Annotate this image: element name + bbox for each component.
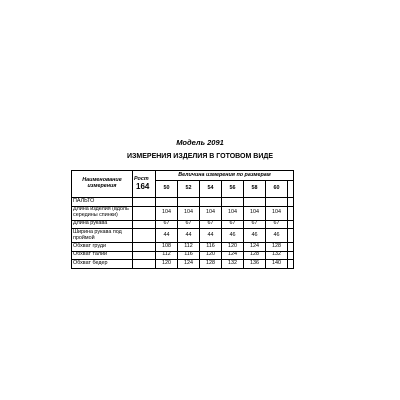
value-cell: 120 (156, 260, 178, 269)
value-cell: 120 (200, 251, 222, 260)
size-header: 58 (244, 181, 266, 198)
table-row (72, 206, 294, 220)
empty-cell (133, 229, 156, 243)
value-cell: 124 (178, 260, 200, 269)
table-header-row (72, 171, 294, 181)
value-cell: 44 (178, 229, 200, 243)
table-row (72, 260, 294, 269)
value-cell: 67 (222, 220, 244, 229)
measurements-table (71, 170, 294, 269)
table-row (72, 251, 294, 260)
value-cell: 104 (200, 206, 222, 220)
value-cell: 104 (244, 206, 266, 220)
value-cell: 44 (156, 229, 178, 243)
empty-cell (288, 220, 294, 229)
empty-cell (288, 229, 294, 243)
row-label: Обхват груди (72, 243, 133, 252)
height-value: 164 (136, 181, 150, 191)
value-cell: 104 (156, 206, 178, 220)
height-column-header (133, 171, 156, 198)
size-header: 50 (156, 181, 178, 198)
row-label: Длина изделия (вдоль середины спинки) (72, 206, 133, 220)
table-row (72, 229, 294, 243)
empty-cell (288, 243, 294, 252)
empty-cell (288, 206, 294, 220)
empty-cell (288, 251, 294, 260)
value-cell: 136 (244, 260, 266, 269)
empty-cell (288, 260, 294, 269)
empty-cell (156, 198, 178, 207)
empty-cell (244, 198, 266, 207)
size-header: 60 (266, 181, 288, 198)
value-cell: 132 (266, 251, 288, 260)
row-label: Обхват талии (72, 251, 133, 260)
value-cell: 140 (266, 260, 288, 269)
empty-cell (200, 198, 222, 207)
value-cell: 120 (222, 243, 244, 252)
model-title: Модель 2091 (176, 138, 224, 147)
size-header-empty (288, 181, 294, 198)
section-row (72, 198, 294, 207)
empty-cell (133, 206, 156, 220)
value-cell: 104 (178, 206, 200, 220)
value-cell: 116 (178, 251, 200, 260)
empty-cell (133, 220, 156, 229)
value-cell: 67 (200, 220, 222, 229)
document-title: ИЗМЕРЕНИЯ ИЗДЕЛИЯ В ГОТОВОМ ВИДЕ (126, 153, 274, 160)
value-cell: 116 (200, 243, 222, 252)
value-cell: 67 (244, 220, 266, 229)
name-column-header: Наименование измерения (72, 171, 133, 198)
empty-cell (133, 260, 156, 269)
value-cell: 124 (244, 243, 266, 252)
value-cell: 104 (222, 206, 244, 220)
row-label: Ширина рукава под проймой (72, 229, 133, 243)
empty-cell (133, 243, 156, 252)
empty-cell (222, 198, 244, 207)
value-cell: 128 (244, 251, 266, 260)
value-cell: 124 (222, 251, 244, 260)
value-cell: 132 (222, 260, 244, 269)
sizes-span-header: Величина измерения по размерам (156, 171, 294, 181)
size-header: 52 (178, 181, 200, 198)
table-row (72, 243, 294, 252)
value-cell: 67 (266, 220, 288, 229)
value-cell: 46 (266, 229, 288, 243)
empty-cell (288, 198, 294, 207)
value-cell: 67 (156, 220, 178, 229)
value-cell: 128 (266, 243, 288, 252)
empty-cell (133, 251, 156, 260)
row-label: Длина рукава (72, 220, 133, 229)
value-cell: 104 (266, 206, 288, 220)
size-header: 54 (200, 181, 222, 198)
value-cell: 112 (156, 251, 178, 260)
value-cell: 46 (244, 229, 266, 243)
value-cell: 44 (200, 229, 222, 243)
empty-cell (133, 198, 156, 207)
section-label: ПАЛЬТО (72, 198, 133, 207)
value-cell: 67 (178, 220, 200, 229)
value-cell: 112 (178, 243, 200, 252)
empty-cell (266, 198, 288, 207)
value-cell: 108 (156, 243, 178, 252)
value-cell: 128 (200, 260, 222, 269)
value-cell: 46 (222, 229, 244, 243)
height-label: Рост (134, 175, 149, 182)
empty-cell (178, 198, 200, 207)
size-header: 56 (222, 181, 244, 198)
table-row (72, 220, 294, 229)
row-label: Обхват бедер (72, 260, 133, 269)
